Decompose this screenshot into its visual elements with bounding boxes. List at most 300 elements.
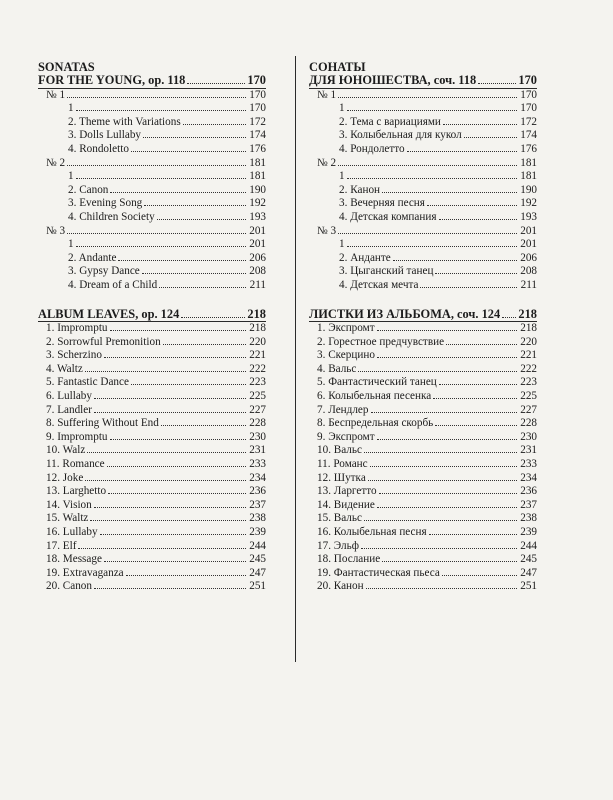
page-number: 221 xyxy=(520,349,537,362)
piece-entry xyxy=(309,458,537,472)
entry-title: № 3 xyxy=(46,224,66,237)
sonata-entry xyxy=(309,89,537,103)
page-number: 237 xyxy=(249,498,266,511)
entry-title: 4. Children Society xyxy=(68,210,155,223)
dot-leader xyxy=(377,439,517,440)
page-number: 251 xyxy=(520,580,537,593)
dot-leader xyxy=(364,520,517,521)
page-number: 218 xyxy=(247,306,266,321)
piece-entry xyxy=(38,322,266,336)
page-number: 170 xyxy=(247,73,266,87)
movement-entry xyxy=(309,129,537,143)
dot-leader xyxy=(104,561,246,562)
movement-entry xyxy=(38,170,266,184)
piece-entry xyxy=(38,376,266,390)
entry-title: 9. Экспромт xyxy=(317,430,375,443)
dot-leader xyxy=(94,507,246,508)
page-number: 218 xyxy=(518,306,537,321)
dot-leader xyxy=(379,493,517,494)
page-number: 172 xyxy=(520,115,537,128)
entry-title: 4. Рондолетто xyxy=(339,142,405,155)
page-number: 208 xyxy=(520,265,537,278)
piece-entry xyxy=(38,444,266,458)
entry-title: 4. Детская компания xyxy=(339,210,437,223)
page-number: 201 xyxy=(249,224,266,237)
page-number: 239 xyxy=(249,526,266,538)
entry-title: 1 xyxy=(68,102,74,115)
section-heading: SONATAS xyxy=(38,60,95,74)
dot-leader xyxy=(143,137,246,138)
sonata-entry xyxy=(309,157,537,171)
dot-leader xyxy=(67,97,246,98)
piece-entry xyxy=(38,540,266,554)
entry-title: 16. Колыбельная песня xyxy=(317,526,427,538)
dot-leader xyxy=(144,205,246,206)
album-title-entry xyxy=(309,308,537,322)
entry-title: 19. Extravaganza xyxy=(46,566,124,579)
dot-leader xyxy=(364,452,517,453)
dot-leader xyxy=(464,137,517,138)
piece-entry xyxy=(309,499,537,513)
piece-entry xyxy=(309,417,537,431)
entry-title: 13. Larghetto xyxy=(46,485,107,498)
page-number: 181 xyxy=(249,170,266,183)
page-number: 211 xyxy=(520,278,537,291)
dot-leader xyxy=(382,561,517,562)
dot-leader xyxy=(126,575,246,576)
entry-title: 18. Message xyxy=(46,553,102,566)
entry-title: 1 xyxy=(339,102,345,115)
entry-title: 1 xyxy=(68,170,74,183)
piece-entry xyxy=(309,512,537,526)
dot-leader xyxy=(443,124,517,125)
sonata-entry xyxy=(38,157,266,171)
page-number: 225 xyxy=(249,390,266,403)
page-number: 231 xyxy=(520,444,537,457)
movement-entry xyxy=(38,265,266,279)
page-number: 227 xyxy=(520,403,537,416)
movement-entry xyxy=(38,238,266,252)
sonatas-title-entry xyxy=(38,74,266,88)
movement-entry xyxy=(309,252,537,266)
piece-entry xyxy=(309,336,537,350)
page-number: 208 xyxy=(249,265,266,278)
page-number: 192 xyxy=(520,197,537,210)
page-number: 234 xyxy=(249,471,266,484)
piece-entry xyxy=(38,580,266,594)
page-number: 223 xyxy=(520,376,537,389)
dot-leader xyxy=(159,287,246,288)
page-number: 201 xyxy=(249,238,266,251)
entry-title: ЛИСТКИ ИЗ АЛЬБОМА, соч. 124 xyxy=(309,306,501,321)
entry-title: 9. Impromptu xyxy=(46,430,108,443)
movement-entry xyxy=(309,102,537,116)
dot-leader xyxy=(439,384,517,385)
sonata-entry xyxy=(38,225,266,239)
page-number: 222 xyxy=(520,362,537,375)
page-number: 201 xyxy=(520,224,537,237)
page-number: 193 xyxy=(249,210,266,223)
entry-title: 2. Sorrowful Premonition xyxy=(46,335,161,348)
page-number: 220 xyxy=(249,335,266,348)
entry-title: 4. Dream of a Child xyxy=(68,278,158,291)
piece-entry xyxy=(38,526,266,540)
dot-leader xyxy=(338,165,517,166)
movement-entry xyxy=(309,143,537,157)
dot-leader xyxy=(94,412,246,413)
dot-leader xyxy=(110,192,246,193)
dot-leader xyxy=(100,534,246,535)
column-divider xyxy=(295,56,296,662)
page-number: 170 xyxy=(249,88,266,101)
dot-leader xyxy=(446,344,517,345)
page-number: 251 xyxy=(249,580,266,593)
page-number: 236 xyxy=(249,485,266,498)
entry-title: 1 xyxy=(68,238,74,251)
entry-title: 3. Dolls Lullaby xyxy=(68,129,142,142)
dot-leader xyxy=(161,425,246,426)
page-number: 190 xyxy=(520,183,537,196)
page-number: 220 xyxy=(520,335,537,348)
piece-entry xyxy=(309,363,537,377)
page-number: 238 xyxy=(249,512,266,525)
entry-title: 13. Ларгетто xyxy=(317,485,377,498)
piece-entry xyxy=(38,512,266,526)
piece-entry xyxy=(309,431,537,445)
page-number: 181 xyxy=(520,156,537,169)
entry-title: № 2 xyxy=(317,156,337,169)
piece-entry xyxy=(309,322,537,336)
page-number: 193 xyxy=(520,210,537,223)
dot-leader xyxy=(131,151,246,152)
entry-title: 3. Evening Song xyxy=(68,197,143,210)
movement-entry xyxy=(309,211,537,225)
dot-leader xyxy=(361,548,517,549)
page-number: 237 xyxy=(520,498,537,511)
entry-title: 4. Rondoletto xyxy=(68,142,129,155)
entry-title: 3. Скерцино xyxy=(317,349,375,362)
entry-title: 2. Theme with Variations xyxy=(68,115,181,128)
dot-leader xyxy=(433,398,517,399)
piece-entry xyxy=(309,553,537,567)
dot-leader xyxy=(370,466,517,467)
dot-leader xyxy=(347,178,517,179)
dot-leader xyxy=(407,151,517,152)
entry-title: 14. Vision xyxy=(46,498,92,511)
dot-leader xyxy=(338,97,517,98)
dot-leader xyxy=(90,520,246,521)
page-number: 234 xyxy=(520,471,537,484)
movement-entry xyxy=(309,238,537,252)
page-number: 225 xyxy=(520,390,537,403)
dot-leader xyxy=(157,219,246,220)
piece-entry xyxy=(38,499,266,513)
piece-entry xyxy=(309,526,537,540)
dot-leader xyxy=(85,480,246,481)
page-number: 245 xyxy=(249,553,266,566)
page-number: 181 xyxy=(249,156,266,169)
sonata-entry xyxy=(38,89,266,103)
entry-title: ALBUM LEAVES, op. 124 xyxy=(38,306,180,321)
page-number: 247 xyxy=(249,566,266,579)
movement-entry xyxy=(38,279,266,293)
entry-title: 2. Canon xyxy=(68,183,109,196)
piece-entry xyxy=(309,390,537,404)
page-number: 247 xyxy=(520,566,537,579)
movement-entry xyxy=(38,102,266,116)
page-number: 206 xyxy=(249,251,266,264)
dot-leader xyxy=(502,317,516,318)
piece-entry xyxy=(38,485,266,499)
entry-title: 1. Экспромт xyxy=(317,322,375,335)
page-number: 176 xyxy=(520,142,537,155)
page-number: 230 xyxy=(520,430,537,443)
entry-title: 12. Шутка xyxy=(317,471,366,484)
dot-leader xyxy=(94,588,246,589)
piece-entry xyxy=(309,580,537,594)
entry-title: 3. Колыбельная для кукол xyxy=(339,129,462,142)
page-number: 244 xyxy=(520,539,537,552)
entry-title: 12. Joke xyxy=(46,471,84,484)
page-number: 218 xyxy=(520,322,537,335)
page-number: 245 xyxy=(520,553,537,566)
dot-leader xyxy=(187,83,245,84)
page-number: 223 xyxy=(249,376,266,389)
entry-title: 6. Lullaby xyxy=(46,390,92,403)
page-number: 239 xyxy=(520,526,537,538)
dot-leader xyxy=(131,384,246,385)
entry-title: 15. Вальс xyxy=(317,512,362,525)
entry-title: 7. Лендлер xyxy=(317,403,369,416)
piece-entry xyxy=(309,404,537,418)
dot-leader xyxy=(377,507,517,508)
movement-entry xyxy=(38,197,266,211)
movement-entry xyxy=(309,170,537,184)
page-number: 231 xyxy=(249,444,266,457)
dot-leader xyxy=(377,357,517,358)
dot-leader xyxy=(382,192,517,193)
dot-leader xyxy=(347,110,517,111)
dot-leader xyxy=(85,371,246,372)
piece-entry xyxy=(309,472,537,486)
dot-leader xyxy=(478,83,516,84)
toc-column-english xyxy=(38,60,266,594)
entry-title: 16. Lullaby xyxy=(46,526,98,538)
dot-leader xyxy=(393,260,517,261)
movement-entry xyxy=(38,143,266,157)
page-number: 170 xyxy=(520,102,537,115)
dot-leader xyxy=(377,330,517,331)
piece-entry xyxy=(38,349,266,363)
piece-entry xyxy=(309,444,537,458)
section-gap xyxy=(309,293,537,308)
page-number: 236 xyxy=(520,485,537,498)
entry-title: 3. Gypsy Dance xyxy=(68,265,140,278)
piece-entry xyxy=(38,336,266,350)
piece-entry xyxy=(309,540,537,554)
dot-leader xyxy=(439,219,518,220)
piece-entry xyxy=(38,472,266,486)
piece-entry xyxy=(38,363,266,377)
dot-leader xyxy=(76,178,246,179)
dot-leader xyxy=(67,233,246,234)
entry-title: 2. Горестное предчувствие xyxy=(317,335,445,348)
dot-leader xyxy=(368,480,517,481)
page-number: 174 xyxy=(249,129,266,142)
entry-title: № 2 xyxy=(46,156,66,169)
page-number: 228 xyxy=(520,417,537,430)
entry-title: 3. Scherzino xyxy=(46,349,102,362)
entry-title: 2. Канон xyxy=(339,183,381,196)
entry-title: 17. Elf xyxy=(46,539,77,552)
page-number: 230 xyxy=(249,430,266,443)
dot-leader xyxy=(429,534,517,535)
entry-title: 19. Фантастическая пьеса xyxy=(317,566,440,579)
entry-title: 7. Landler xyxy=(46,403,92,416)
entry-title: 8. Беспредельная скорбь xyxy=(317,417,434,430)
dot-leader xyxy=(78,548,246,549)
movement-entry xyxy=(309,279,537,293)
page-number: 170 xyxy=(518,73,537,87)
section-heading: СОНАТЫ xyxy=(309,60,366,74)
dot-leader xyxy=(76,110,246,111)
page-number: 192 xyxy=(249,197,266,210)
entry-title: 2. Andante xyxy=(68,251,117,264)
dot-leader xyxy=(366,588,517,589)
page-number: 211 xyxy=(249,278,266,291)
entry-title: 3. Цыганский танец xyxy=(339,265,434,278)
movement-entry xyxy=(38,252,266,266)
piece-entry xyxy=(309,485,537,499)
page-number: 170 xyxy=(249,102,266,115)
entry-title: 10. Вальс xyxy=(317,444,362,457)
entry-title: 2. Анданте xyxy=(339,251,391,264)
dot-leader xyxy=(435,273,517,274)
dot-leader xyxy=(442,575,517,576)
page-number: 206 xyxy=(520,251,537,264)
entry-title: 10. Walz xyxy=(46,444,86,457)
dot-leader xyxy=(181,317,245,318)
dot-leader xyxy=(67,165,246,166)
dot-leader xyxy=(163,344,246,345)
entry-title: 5. Фантастический танец xyxy=(317,376,437,389)
page-number: 228 xyxy=(249,417,266,430)
entry-title: 3. Вечерняя песня xyxy=(339,197,425,210)
entry-title: 6. Колыбельная песенка xyxy=(317,390,432,403)
entry-title: № 1 xyxy=(317,88,337,101)
entry-title: 14. Видение xyxy=(317,498,375,511)
piece-entry xyxy=(38,458,266,472)
entry-title: 1 xyxy=(339,238,345,251)
dot-leader xyxy=(435,425,517,426)
section-gap xyxy=(38,293,266,308)
movement-entry xyxy=(309,184,537,198)
piece-entry xyxy=(309,376,537,390)
movement-entry xyxy=(38,116,266,130)
page-number: 233 xyxy=(249,458,266,471)
dot-leader xyxy=(347,246,517,247)
page-number: 221 xyxy=(249,349,266,362)
page-number: 174 xyxy=(520,129,537,142)
page-number: 170 xyxy=(520,88,537,101)
page-number: 176 xyxy=(249,142,266,155)
entry-title: 15. Waltz xyxy=(46,512,89,525)
movement-entry xyxy=(309,265,537,279)
piece-entry xyxy=(38,417,266,431)
movement-entry xyxy=(38,184,266,198)
page-number: 222 xyxy=(249,362,266,375)
dot-leader xyxy=(142,273,246,274)
sonata-entry xyxy=(309,225,537,239)
entry-title: FOR THE YOUNG, op. 118 xyxy=(38,73,186,87)
page-number: 181 xyxy=(520,170,537,183)
page-number: 244 xyxy=(249,539,266,552)
dot-leader xyxy=(87,452,246,453)
movement-entry xyxy=(309,116,537,130)
entry-title: 20. Канон xyxy=(317,580,364,593)
piece-entry xyxy=(38,390,266,404)
entry-title: 17. Эльф xyxy=(317,539,359,552)
dot-leader xyxy=(76,246,246,247)
dot-leader xyxy=(110,330,246,331)
entry-title: ДЛЯ ЮНОШЕСТВА, соч. 118 xyxy=(309,73,477,87)
dot-leader xyxy=(107,466,246,467)
entry-title: 20. Canon xyxy=(46,580,92,593)
dot-leader xyxy=(183,124,246,125)
entry-title: 4. Детская мечта xyxy=(339,278,419,291)
page-number: 233 xyxy=(520,458,537,471)
entry-title: 4. Вальс xyxy=(317,362,357,375)
piece-entry xyxy=(38,553,266,567)
sonatas-title-entry xyxy=(309,74,537,88)
piece-entry xyxy=(309,349,537,363)
album-title-entry xyxy=(38,308,266,322)
dot-leader xyxy=(358,371,517,372)
page-number: 218 xyxy=(249,322,266,335)
page-number: 190 xyxy=(249,183,266,196)
piece-entry xyxy=(38,431,266,445)
entry-title: 18. Послание xyxy=(317,553,381,566)
entry-title: 11. Романс xyxy=(317,458,368,471)
piece-entry xyxy=(38,404,266,418)
entry-title: 1 xyxy=(339,170,345,183)
entry-title: № 1 xyxy=(46,88,66,101)
movement-entry xyxy=(309,197,537,211)
dot-leader xyxy=(371,412,518,413)
movement-entry xyxy=(38,211,266,225)
page-number: 238 xyxy=(520,512,537,525)
dot-leader xyxy=(118,260,246,261)
movement-entry xyxy=(38,129,266,143)
entry-title: № 3 xyxy=(317,224,337,237)
toc-column-russian xyxy=(309,60,537,594)
entry-title: 1. Impromptu xyxy=(46,322,108,335)
dot-leader xyxy=(427,205,517,206)
dot-leader xyxy=(338,233,517,234)
dot-leader xyxy=(94,398,246,399)
piece-entry xyxy=(309,567,537,581)
dot-leader xyxy=(110,439,246,440)
entry-title: 11. Romance xyxy=(46,458,105,471)
page-number: 172 xyxy=(249,115,266,128)
dot-leader xyxy=(108,493,246,494)
page-number: 201 xyxy=(520,238,537,251)
dot-leader xyxy=(420,287,517,288)
page-number: 227 xyxy=(249,403,266,416)
entry-title: 2. Тема с вариациями xyxy=(339,115,441,128)
entry-title: 4. Waltz xyxy=(46,362,83,375)
dot-leader xyxy=(104,357,246,358)
